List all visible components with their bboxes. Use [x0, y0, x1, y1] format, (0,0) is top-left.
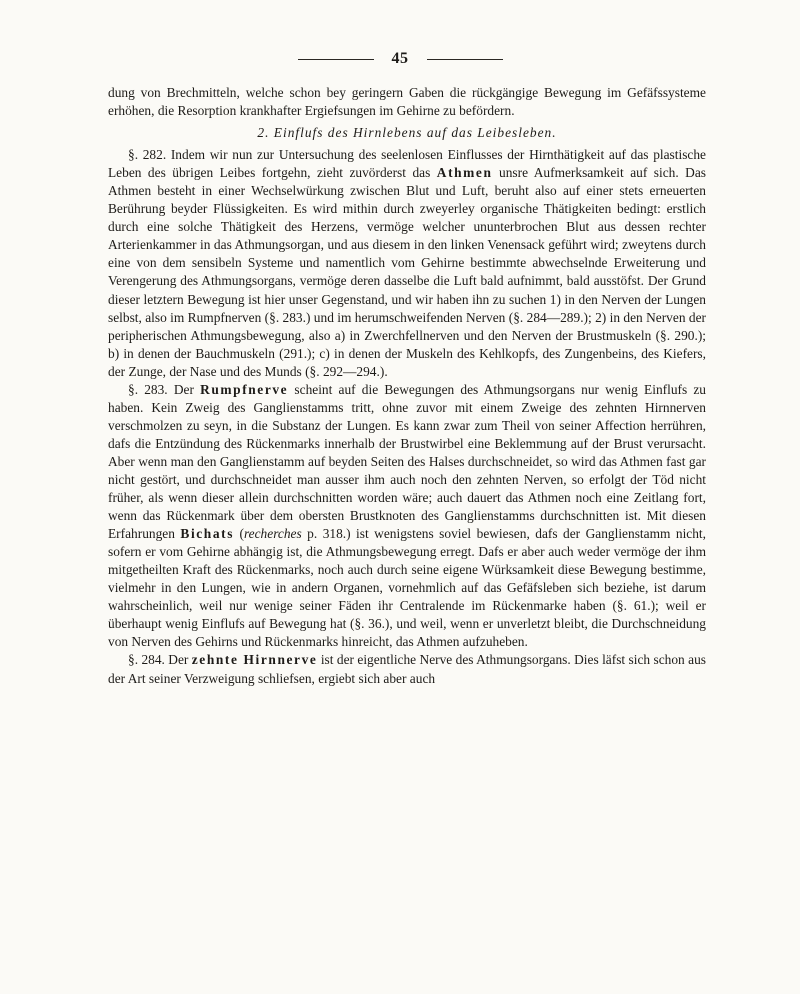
- section-title: 2. Einflufs des Hirnlebens auf das Leibesleben.: [257, 125, 557, 141]
- paragraph-282: [108, 146, 706, 381]
- term-rumpfnerve: Rumpfnerve: [200, 381, 289, 397]
- body-text: [108, 84, 706, 688]
- page-header: [0, 50, 800, 68]
- paragraph-283-text-c: (: [234, 526, 244, 542]
- header-rule-right: [427, 59, 503, 60]
- paragraph-continuation: dung von Brechmitteln, welche schon bey geringern Gaben die rückgängige Bewegung im Gefäfssysteme erhöhen, die Resorption krankhafter Ergiefsungen im Gehirne zu befördern.: [108, 85, 706, 119]
- paragraph-282-text-a: §. 282. Indem wir nun zur Untersuchung des seelenlosen Einflusses der Hirnthätigkeit auf das plastische Leben des übrigen Leibes fortgehn, zieht zuvörderst das: [108, 147, 706, 181]
- term-zehnte-hirnnerve: zehnte Hirnnerve: [191, 652, 318, 668]
- paragraph-284: [108, 651, 706, 687]
- paragraph-283-text-d: p. 318.) ist wenigstens soviel bewiesen, dafs der Ganglienstamm nicht, sofern er vom Gehirne abhängig ist, die Athmungsbewegung erregt. Dafs er aber auch weder vermöge der ihm mitgetheilten Kraft des Rückenmarks, noch auch durch seine eigene Würksamkeit diese Bewegung bestimme, vielmehr in den Lungen, wie in andern Organen, vornehmlich auf das Gefäfsleben sich beziehe, ist darum wahrscheinlich, weil nur wenige seiner Fäden ihr Centralende im Rückenmarke haben (§. 61.); weil er überhaupt wenig Einflufs auf Bewegung hat (§. 36.), und weil, wenn er unverletzt bleibt, die Durchschneidung von Nerven des Gehirns und Rückenmarks hinreicht, das Athmen aufzuheben.: [108, 526, 706, 650]
- term-athmen: Athmen: [436, 165, 493, 181]
- header-rule-left: [298, 59, 374, 60]
- paragraph-284-text-b: ist der eigentliche Nerve des Athmungsorgans. Dies läfst sich schon aus der Art seiner Verzweigung schliefsen, ergiebt sich aber auch: [108, 652, 706, 686]
- paragraph-282-text-b: unsre Aufmerksamkeit auf sich. Das Athmen besteht in einer Wechselwürkung zwischen Blut und Luft, beruht also auf einer stets erneuerten Berührung beyder Flüssigkeiten. Es wird mithin durch zweyerley organische Thätigkeiten bedingt: erstlich durch eine solche Thätigkeit des Herzens, vermöge welcher ununterbrochen Blut aus dessen rechter Arterienkammer in das Athmungsorgan, und aus diesem in den linken Venensack geführt wird; zweytens durch eine von dem sensibeln Systeme und namentlich vom Gehirne bestimmte abwechselnde Erweiterung und Verengerung des Athmungsorgans, vermöge deren dasselbe die Luft bald aufnimmt, bald ausstöfst. Der Grund dieser letztern Bewegung ist hier unser Gegenstand, und wir haben ihn zu suchen 1) in den Nerven der Lungen selbst, also im Rumpfnerven (§. 283.) und im herumschweifenden Nerven (§. 284—289.); 2) in den Nerven der peripherischen Athmungsbewegung, also a) in Zwerchfellnerven und den Nerven der Brustmuskeln (§. 290.); b) in denen der Bauchmuskeln (291.); c) in denen der Muskeln des Kehlkopfs, des Zungenbeins, des Kiefers, der Zunge, der Nase und des Munds (§. 292—294.).: [108, 165, 706, 379]
- paragraph-283-text-b: scheint auf die Bewegungen des Athmungsorgans nur wenig Einflufs zu haben. Kein Zweig des Ganglienstamms tritt, ohne zuvor mit einem Zweige des zehnten Hirnnerven verschmolzen zu seyn, in die Substanz der Lungen. Es kann zwar zum Theil von seiner Affection herrühren, dafs die Entzündung des Rückenmarks innerhalb der Brustwirbel eine Beklemmung auf der Brust verursacht. Aber wenn man den Ganglienstamm auf beyden Seiten des Halses durchschneidet, so wird das Athmen fast gar nicht gestört, und durchschneidet man ausser ihm auch noch den zehnten Nerven, so erfolgt der Töd nicht früher, als wenn dieser allein durchschnitten worden wäre; auch dauert das Athmen noch eine Zeitlang fort, wenn das Rückenmark über dem obersten Brustknoten des Ganglienstamms durchschnitten ist. Mit diesen Erfahrungen: [108, 381, 706, 542]
- paragraph-284-text-a: §. 284. Der: [128, 652, 192, 668]
- page-number: 45: [391, 50, 409, 67]
- citation-recherches: recherches: [243, 526, 302, 542]
- author-bichats: Bichats: [180, 526, 235, 542]
- paragraph-283-text-a: §. 283. Der: [128, 381, 201, 397]
- paragraph-283: [108, 381, 706, 652]
